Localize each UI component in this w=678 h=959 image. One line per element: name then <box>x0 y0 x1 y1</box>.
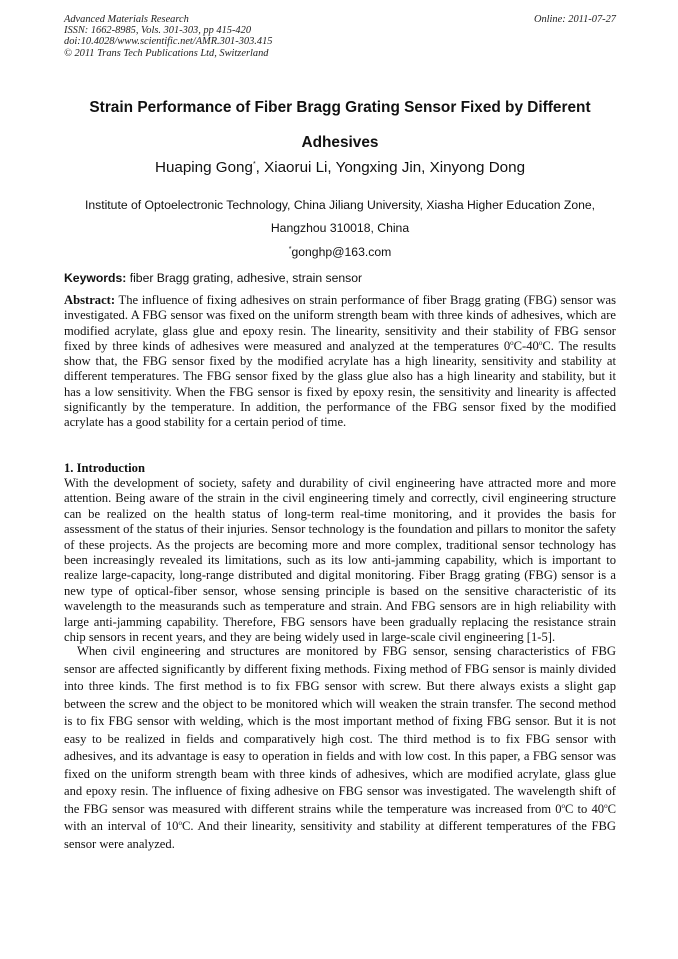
paragraph-text: C to 40 <box>565 801 605 816</box>
doi-line: doi:10.4028/www.scientific.net/AMR.301-303.415 <box>64 36 273 48</box>
paper-title: Strain Performance of Fiber Bragg Grating Sensor Fixed by Different Adhesives <box>89 99 591 151</box>
issn-line: ISSN: 1662-8985, Vols. 301-303, pp 415-420 <box>64 25 252 37</box>
degree-mark: o <box>510 338 514 347</box>
section-heading-introduction: 1. Introduction <box>64 461 145 475</box>
paragraph-text: C. And their linearity, sensitivity and stability at different temperatures of the FBG sensor were analyzed. <box>64 819 617 851</box>
degree-mark: o <box>604 801 608 810</box>
journal-name: Advanced Materials Research <box>64 14 189 25</box>
degree-mark: o <box>561 801 566 810</box>
author-rest: , Xiaorui Li, Yongxing Jin, Xinyong Dong <box>255 159 526 176</box>
abstract-text: C. The results show that, the FBG sensor fixed by the modified acrylate has a high linearity, sensitivity and stability at different temperatures. The FBG sensor fixed by the glass glue also has a high linearity and stability, but it has a low sensitivity. When the FBG sensor is fixed by epoxy resin, the sensitivity and linearity is affected significantly by the temperature. In addition, the performance of the FBG sensor fixed by the modified acrylate has a good stability for a certain period of time. <box>64 338 616 430</box>
intro-paragraph-1: With the development of society, safety and durability of civil engineering have attracted more and more attention. Being aware of the strain in the civil engineering timely and correctly, civil engineering structure can be realized on the health status of long-term real-time monitoring, and it provides the basis for assessment of the status of their injuries. Sensor technology is the foundation and pillars to monitor the safety of these projects. As the projects are becoming more and more complex, traditional sensor technology has been increasingly revealed its limitations, such as its low anti-jamming capability, which is important to realize large-capacity, long-range distributed and digital monitoring. Fiber Bragg grating (FBG) sensor is a new type of optical-fiber sensor, whose sensing principle is based on the sensitive characteristic of its wavelength to the measurands such as temperature and strain. And FBG sensors are in high reliability with large anti-jamming capability. Therefore, FBG sensors have been gradually replacing the resistance strain chip sensors in recent years, and they are being widely used in large-scale civil engineering [1-5]. <box>64 476 616 645</box>
contact-email <box>64 243 616 261</box>
abstract-text: The influence of fixing adhesives on strain performance of fiber Bragg grating (FBG) sensor was investigated. A FBG sensor was fixed on the uniform strength beam with three kinds of adhesives, which are modified acrylate, glass glue and epoxy resin. The linearity, sensitivity and their stability of FBG sensor fixed by three kinds of adhesives were measured and analyzed at the temperatures 0 <box>64 293 616 353</box>
degree-mark: o <box>538 338 543 347</box>
keywords <box>64 270 616 286</box>
abstract <box>64 293 616 431</box>
intro-paragraph-2 <box>64 643 616 853</box>
author-list <box>64 157 616 179</box>
paragraph-text: When civil engineering and structures are monitored by FBG sensor, sensing characteristics of FBG sensor are affected significantly by different fixing methods. Fixing method of FBG sensor is mainly divided into three kinds. The first method is to fix FBG sensor with screw. But there always exists a slight gap between the screw and the object to be monitored which will weaken the strain transfer. The second method is to fix FBG sensor with welding, which is the most important method of fixing FBG sensor. But it is not easy to be realized in fields and comparatively high cost. The third method is to fix FBG sensor with adhesives, and its advantage is easy to operation in fields and with low cost. In this paper, a FBG sensor was fixed on the uniform strength beam with three kinds of adhesives, which are modified acrylate, glass glue and epoxy resin. The influence of fixing adhesive on FBG sensor was investigated. The wavelength shift of the FBG sensor was measured with different strains while the temperature was increased from 0 <box>64 644 616 816</box>
abstract-label: Abstract: <box>64 293 116 307</box>
keywords-label: Keywords: <box>64 271 127 285</box>
corresponding-mark: * <box>252 160 256 168</box>
copyright-line: © 2011 Trans Tech Publications Ltd, Switzerland <box>64 47 269 59</box>
email-mark: * <box>288 245 292 253</box>
paragraph-text: C with an interval of 10 <box>64 801 616 833</box>
abstract-text: C-40 <box>513 338 539 353</box>
keywords-text: fiber Bragg grating, adhesive, strain sensor <box>126 271 363 285</box>
affiliation: Institute of Optoelectronic Technology, China Jiliang University, Xiasha Higher Education Zone, Hangzhou 310018, China <box>84 198 596 235</box>
online-date: Online: 2011-07-27 <box>533 14 616 25</box>
author-first: Huaping Gong <box>154 159 253 176</box>
journal-header <box>64 14 616 59</box>
degree-mark: o <box>178 818 182 827</box>
email-address[interactable]: gonghp@163.com <box>291 245 392 259</box>
